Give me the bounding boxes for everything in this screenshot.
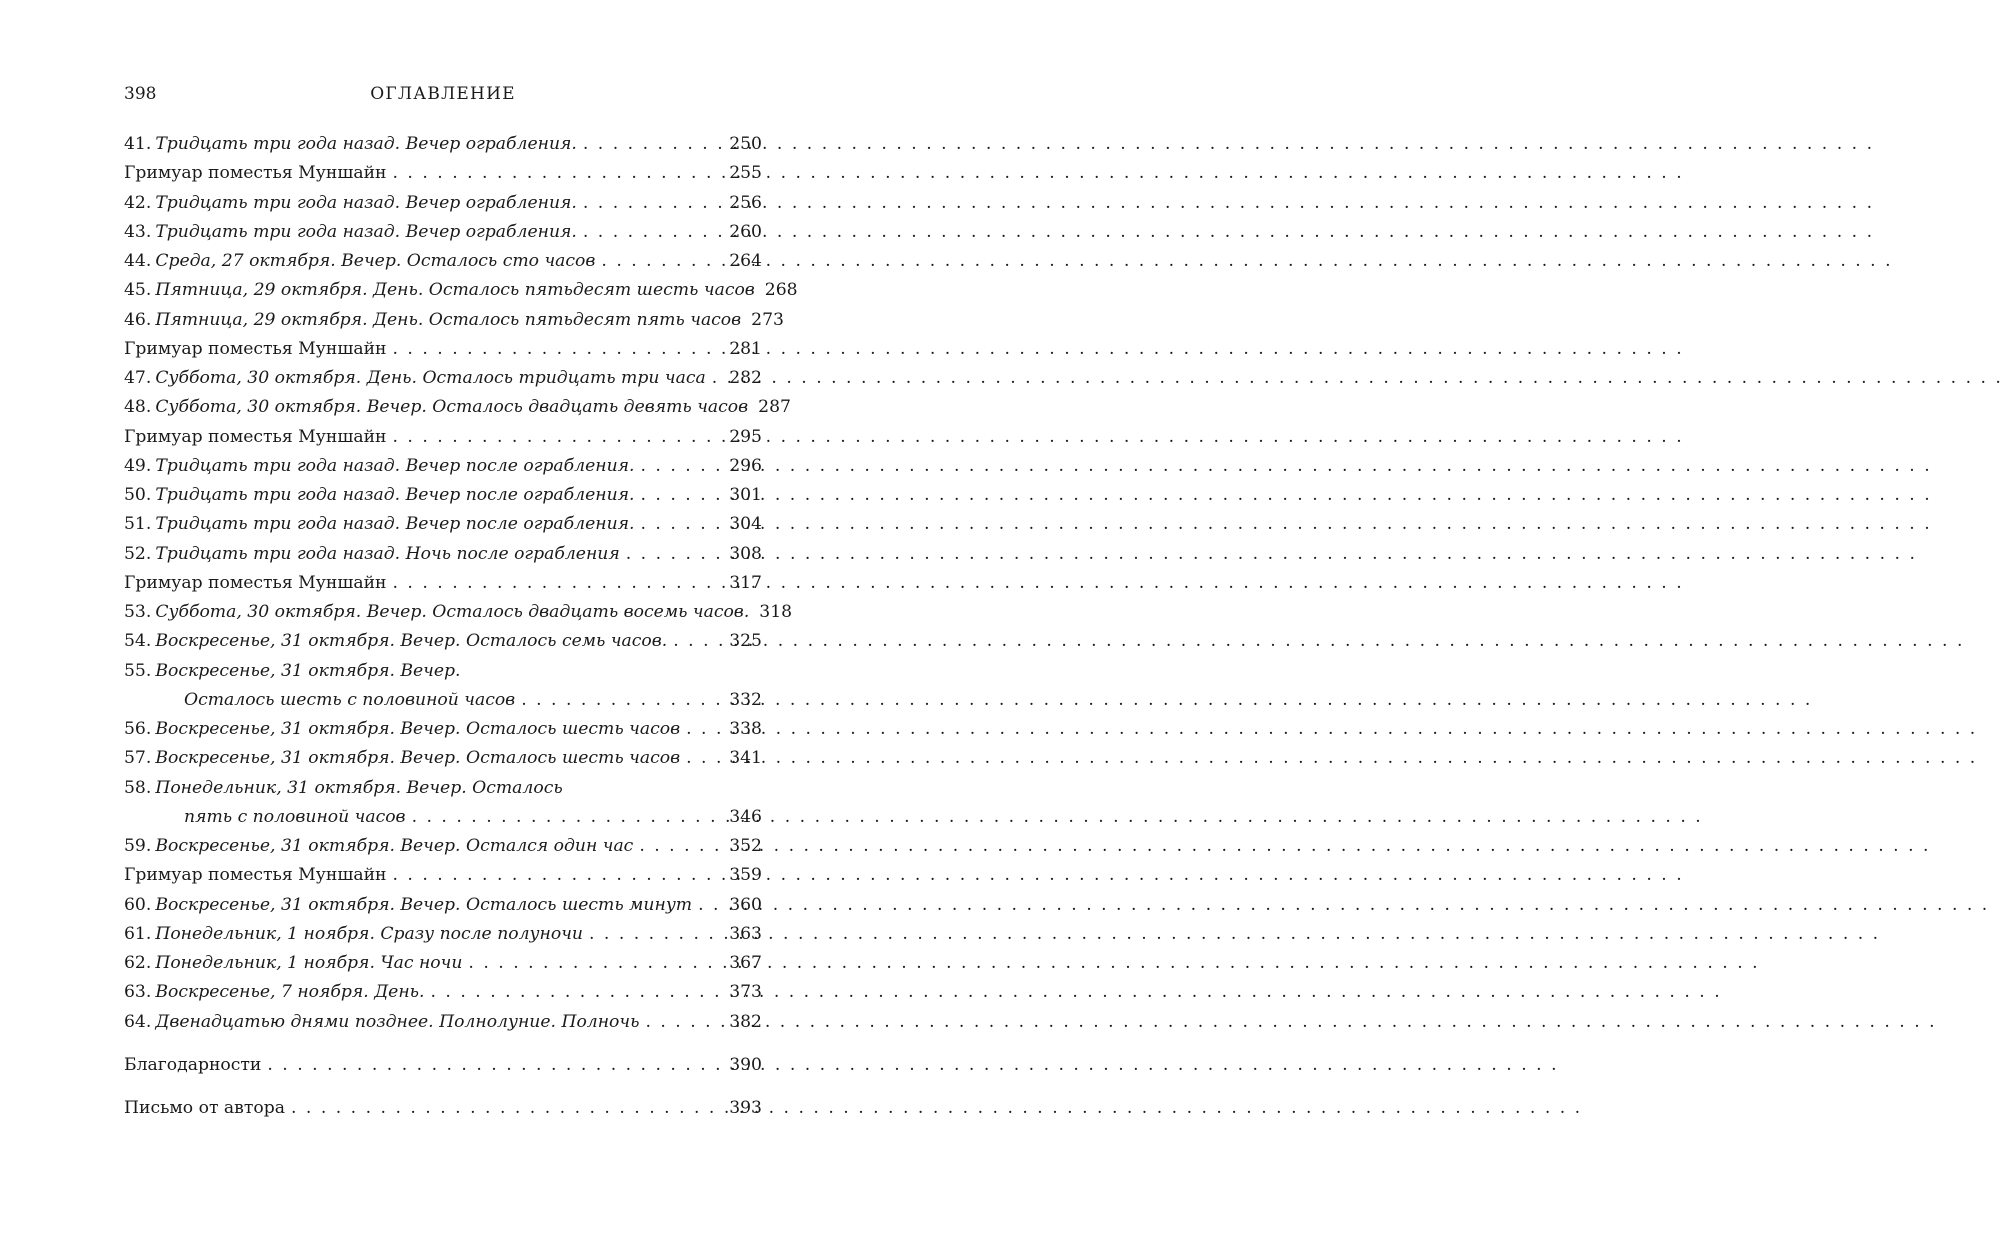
chapter-number: 50. [124,485,152,505]
toc-entry[interactable] [124,832,762,861]
entry-title: Двенадцатью днями позднее. Полнолуние. Полночь [155,1011,640,1032]
toc-back-matter[interactable] [124,1094,762,1123]
chapter-number: 57. [124,748,152,769]
page-reference: 346 [729,806,762,827]
entry-title: Гримуар поместья Муншайн [124,572,387,593]
chapter-number: 55. [124,660,152,681]
toc-entry[interactable] [124,452,762,481]
chapter-number: 58. [124,777,152,798]
toc-entry-grimoire[interactable] [124,861,762,890]
entry-title: Среда, 27 октября. Вечер. Осталось сто часов [155,251,596,271]
toc-entry[interactable] [124,510,762,539]
chapter-number: 41. [124,134,152,154]
toc-entry-grimoire[interactable] [124,569,762,598]
entry-title: Гримуар поместья Муншайн [124,163,387,184]
chapter-number: 49. [124,455,152,476]
page-reference: 255 [729,163,762,184]
entry-title: Суббота, 30 октября. День. Осталось тридцать три часа [155,368,706,388]
dot-leader [712,364,725,393]
dot-leader [686,744,725,773]
dot-leader [639,832,725,861]
entry-title: Тридцать три года назад. Вечер после ограбления. [155,485,635,505]
page-reference: 338 [729,719,762,739]
dot-leader [641,510,726,539]
chapter-number: 64. [124,1011,152,1032]
entry-title: Воскресенье, 31 октября. Вечер. Осталось шесть минут [155,894,693,915]
toc-entry[interactable] [124,744,762,773]
dot-leader [291,1094,725,1123]
table-of-contents [124,130,798,1123]
toc-entry-continuation[interactable] [124,803,762,832]
dot-leader [392,159,725,188]
page-reference: 304 [729,514,762,535]
page-reference: 296 [729,455,762,476]
toc-entry[interactable] [124,393,791,422]
entry-title: Тридцать три года назад. Вечер ограбления. [155,221,577,242]
entry-title: Воскресенье, 31 октября. Вечер. Осталось семь часов. [155,631,668,652]
toc-entry[interactable] [124,540,762,569]
chapter-number: 52. [124,543,152,564]
page-reference: 318 [759,602,793,622]
page-reference: 332 [729,689,762,710]
chapter-number: 61. [124,923,152,944]
dot-leader [641,481,726,510]
page-reference: 393 [729,1098,762,1118]
dot-leader [626,540,725,569]
page-reference: 363 [729,923,762,944]
chapter-number: 51. [124,514,152,535]
page-reference: 282 [729,368,762,388]
dot-leader [589,920,725,949]
dot-leader [645,1008,725,1037]
dot-leader [431,978,726,1007]
entry-title: Благодарности [124,1054,262,1075]
dot-leader [521,686,725,715]
toc-entry[interactable] [124,130,762,159]
page-reference: 287 [758,397,791,418]
toc-entry[interactable] [124,949,762,978]
chapter-number: 56. [124,719,152,739]
toc-entry[interactable] [124,481,762,510]
entry-title: Тридцать три года назад. Вечер после ограбления. [155,455,635,476]
dot-leader [583,130,725,159]
chapter-number: 43. [124,221,152,242]
page-reference: 317 [729,572,762,593]
toc-entry-grimoire[interactable] [124,423,762,452]
entry-title: Тридцать три года назад. Вечер после ограбления. [155,514,635,535]
chapter-number: 44. [124,251,152,271]
running-header [124,84,762,108]
chapter-number: 53. [124,602,152,622]
entry-title: Пятница, 29 октября. День. Осталось пятьдесят шесть часов [155,280,755,301]
toc-entry-grimoire[interactable] [124,335,762,364]
entry-title: Тридцать три года назад. Ночь после ограбления [155,543,620,564]
dot-leader [392,335,725,364]
toc-entry[interactable] [124,978,762,1007]
toc-entry[interactable] [124,1008,762,1037]
toc-entry[interactable] [124,598,793,627]
page-reference: 273 [751,309,784,330]
page-reference: 281 [729,338,762,359]
toc-entry[interactable] [124,364,762,393]
chapter-number: 45. [124,280,152,301]
dot-leader [583,218,725,247]
entry-title: Воскресенье, 7 ноября. День. [155,982,425,1003]
toc-entry-head[interactable] [124,657,762,686]
toc-entry[interactable] [124,218,762,247]
chapter-number: 48. [124,397,152,418]
page-reference: 390 [729,1054,762,1075]
dot-leader [392,861,725,890]
page-reference: 260 [729,221,762,242]
page-reference: 373 [729,982,762,1003]
dot-leader [583,189,725,218]
entry-title: Гримуар поместья Муншайн [124,426,387,447]
page-reference: 301 [729,485,762,505]
entry-title: Гримуар поместья Муншайн [124,865,387,886]
entry-title: Воскресенье, 31 октября. Вечер. Осталось шесть часов [155,748,681,769]
dot-leader [412,803,726,832]
entry-title: Осталось шесть с половиной часов [184,689,516,710]
dot-leader [686,715,725,744]
page-reference: 367 [729,953,762,973]
dot-leader [673,627,725,656]
toc-entry[interactable] [124,189,762,218]
chapter-number: 42. [124,192,152,213]
chapter-number: 46. [124,309,152,330]
toc-entry[interactable] [124,891,762,920]
toc-entry[interactable] [124,715,762,744]
page-number: 398 [124,84,157,104]
toc-entry-grimoire[interactable] [124,159,762,188]
page-reference: 360 [729,894,762,915]
page-reference: 295 [729,426,762,447]
toc-entry[interactable] [124,920,762,949]
page-reference: 352 [729,836,762,856]
entry-title: Суббота, 30 октября. Вечер. Осталось двадцать девять часов [155,397,749,418]
entry-title: Воскресенье, 31 октября. Вечер. Остался один час [155,836,634,856]
chapter-number: 54. [124,631,152,652]
entry-title: Тридцать три года назад. Вечер ограбления. [155,134,577,154]
chapter-number: 47. [124,368,152,388]
entry-title: пять с половиной часов [184,806,406,827]
entry-title: Суббота, 30 октября. Вечер. Осталось двадцать восемь часов. [155,602,750,622]
entry-title: Понедельник, 1 ноября. Час ночи [155,953,463,973]
dot-leader [392,423,725,452]
chapter-number: 59. [124,836,152,856]
page-reference: 359 [729,865,762,886]
toc-entry-continuation[interactable] [124,686,762,715]
page-reference: 268 [764,280,798,301]
dot-leader [267,1051,725,1080]
page-reference: 341 [729,748,762,769]
dot-leader [641,452,726,481]
entry-title: Тридцать три года назад. Вечер ограбления. [155,192,577,213]
chapter-number: 60. [124,894,152,915]
entry-title: Письмо от автора [124,1098,285,1118]
toc-entry[interactable] [124,306,784,335]
toc-entry[interactable] [124,247,762,276]
entry-title: Гримуар поместья Муншайн [124,338,387,359]
page-reference: 264 [729,251,762,271]
entry-title: Понедельник, 31 октября. Вечер. Осталось [155,777,563,798]
page-reference: 250 [729,134,762,154]
entry-title: Воскресенье, 31 октября. Вечер. [155,660,461,681]
chapter-number: 62. [124,953,152,973]
dot-leader [698,891,725,920]
dot-leader [392,569,725,598]
toc-back-matter[interactable] [124,1051,762,1080]
dot-leader [468,949,725,978]
entry-title: Воскресенье, 31 октября. Вечер. Осталось шесть часов [155,719,681,739]
page-reference: 256 [729,192,762,213]
toc-entry[interactable] [124,627,762,656]
page-reference: 325 [729,631,762,652]
entry-title: Понедельник, 1 ноября. Сразу после полуночи [155,923,583,944]
page-title: ОГЛАВЛЕНИЕ [370,84,516,104]
page-reference: 308 [729,543,762,564]
dot-leader [601,247,725,276]
entry-title: Пятница, 29 октября. День. Осталось пятьдесят пять часов [155,309,742,330]
page-reference: 382 [729,1011,762,1032]
toc-entry[interactable] [124,276,798,305]
chapter-number: 63. [124,982,152,1003]
toc-entry-head[interactable] [124,774,762,803]
